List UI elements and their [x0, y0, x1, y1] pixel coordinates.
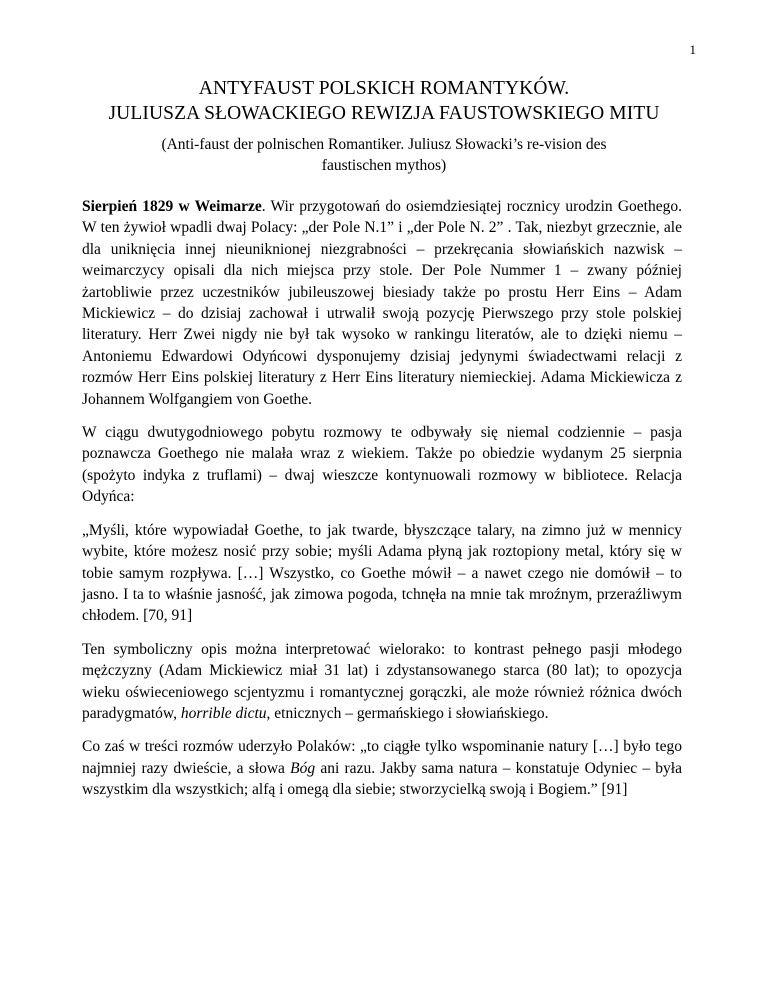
paragraph-4-text-b: , etnicznych – germańskiego i słowiańskiego.: [266, 704, 549, 722]
paragraph-1: [82, 196, 682, 410]
paragraph-5-italic: Bóg: [290, 759, 316, 777]
paragraph-2: W ciągu dwutygodniowego pobytu rozmowy te odbywały się niemal codziennie – pasja poznawcza Goethego nie malała wraz z wiekiem. Także po obiedzie wydanym 25 sierpnia (spożyto indyka z truflami) – dwaj wieszcze kontynuowali rozmowy w bibliotece. Relacja Odyńca:: [82, 424, 682, 506]
paragraph-1-text: . Wir przygotowań do osiemdziesiątej rocznicy urodzin Goethego. W ten żywioł wpadli dwaj Polacy: „der Pole N.1” i „der Pole N. 2” . Tak, niezbyt grzecznie, ale dla uniknięcia innej nieuniknionej niezgrabności – przekręcania słowiańskich nazwisk – weimarczycy opisali dla nich miejsca przy stole. Der Pole Nummer 1 – zwany później żartobliwie przez uczestników jubileuszowej biesiady także po prostu Herr Eins – Adam Mickiewicz – do dzisiaj zachował i utrwalił swoją pozycję Pierwszego przy stole polskiej literatury. Herr Zwei nigdy nie był tak wysoko w rankingu literatów, ale to dzięki niemu – Antoniemu Edwardowi Odyńcowi dysponujemy dzisiaj jedynymi świadectwami relacji z rozmów Herr Eins polskiej literatury z Herr Eins literatury niemieckiej. Adama Mickiewicza z Johannem Wolfgangiem von Goethe.: [82, 198, 682, 408]
paragraph-4: [82, 639, 682, 725]
paragraph-4-text-a: Ten symboliczny opis można interpretować wielorako: to kontrast pełnego pasji młodego mężczyzny (Adam Mickiewicz miał 31 lat) i zdystansowanego starca (80 lat); to opozycja wieku oświeceniowego scjentyzmu i romantycznej gorączki, ale może również różnica dwóch paradygmatów,: [82, 640, 682, 722]
subtitle: [60, 134, 708, 176]
paragraph-5-text-b: ani razu. Jakby sama natura – konstatuje Odyniec – była wszystkim dla wszystkich; alfą i omegą dla siebie; stworzycielką swoją i Bogiem.” [91]: [82, 759, 682, 799]
title-block: [60, 76, 708, 176]
body-text: [82, 196, 682, 813]
main-title-line-2: JULIUSZA SŁOWACKIEGO REWIZJA FAUSTOWSKIEGO MITU: [108, 103, 660, 124]
paragraph-4-italic: horrible dictu: [180, 704, 267, 722]
quote-paragraph: „Myśli, które wypowiadał Goethe, to jak twarde, błyszczące talary, na zimno już w mennicy wybite, które możesz nosić przy sobie; myśli Adama płyną jak roztopiony metal, który się w tobie samym rozpływa. […] Wszystko, co Goethe mówił – a nawet czego nie domówił – to jasno. I ta to właśnie jasność, jak zimowa pogoda, tchnęła na mnie tak mroźnym, przeraźliwym chłodem. [70, 91]: [82, 521, 682, 625]
paragraph-1-lead: Sierpień 1829 w Weimarze: [82, 198, 262, 215]
page-number: 1: [689, 42, 696, 57]
paragraph-5-text-a: Co zaś w treści rozmów uderzyło Polaków: „to ciągłe tylko wspominanie natury […] było tego najmniej razy dwieście, a słowa: [82, 738, 682, 777]
main-title-line-1: ANTYFAUST POLSKICH ROMANTYKÓW.: [198, 78, 570, 99]
paragraph-5: [82, 736, 682, 800]
subtitle-line-1: (Anti-faust der polnischen Romantiker. Juliusz Słowacki’s re-vision des: [161, 136, 607, 153]
subtitle-line-2: faustischen mythos): [321, 157, 447, 174]
